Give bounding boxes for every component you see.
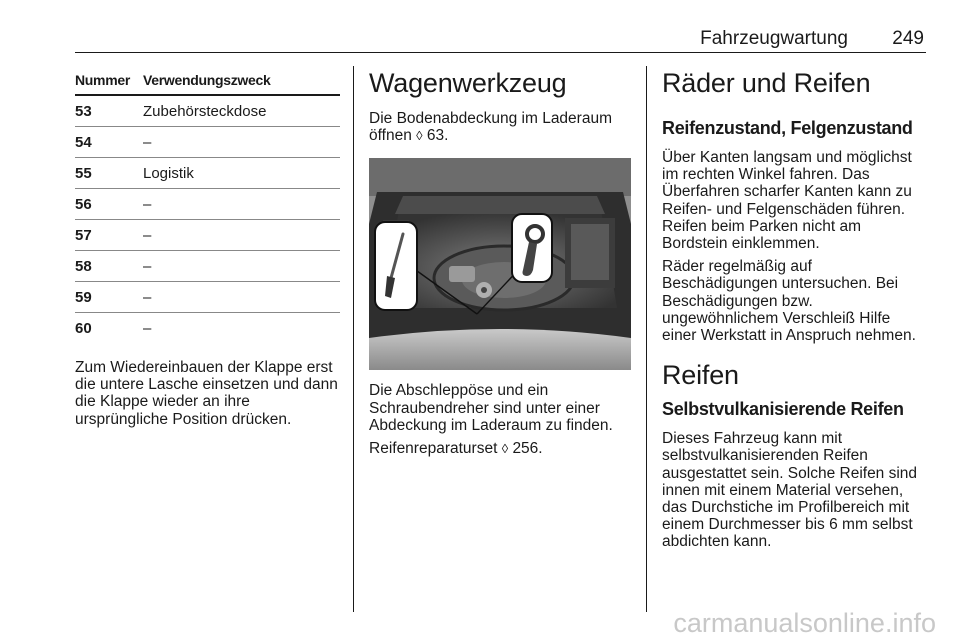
table-row	[75, 95, 340, 127]
fuse-number: 56	[75, 189, 143, 220]
column-divider	[646, 66, 647, 612]
repair-kit-paragraph	[369, 440, 631, 457]
table-row	[75, 251, 340, 282]
tools-location-text: Die Abschleppöse und ein Schraubendreher sind unter einer Abdeckung im Laderaum zu finden.	[369, 382, 613, 434]
fuse-usage: –	[143, 220, 340, 251]
heading-tyres: Reifen	[662, 360, 739, 391]
header-usage: Verwendungszweck	[143, 66, 340, 95]
intro-text: Die Bodenabdeckung im Laderaum öffnen	[369, 110, 612, 145]
column-wheels-tyres	[662, 66, 927, 551]
column-fuses	[75, 66, 340, 428]
fuse-number: 59	[75, 282, 143, 313]
table-row	[75, 127, 340, 158]
page-ref-icon: ◊	[501, 441, 509, 457]
header-number: Nummer	[75, 66, 143, 95]
fuse-usage: –	[143, 319, 152, 337]
fuse-usage: –	[143, 251, 340, 282]
table-row	[75, 282, 340, 313]
subheading-self-sealing: Selbstvulkanisierende Reifen	[662, 399, 904, 420]
page-header	[75, 26, 926, 53]
fuse-table	[75, 66, 340, 343]
table-row	[75, 158, 340, 189]
fuse-number: 55	[75, 158, 143, 189]
fuse-number: 58	[75, 251, 143, 282]
heading-wheels-tyres: Räder und Reifen	[662, 68, 871, 98]
fuse-number: 57	[75, 220, 143, 251]
fuse-usage: –	[143, 282, 340, 313]
fuse-usage: Logistik	[143, 158, 340, 189]
fuse-number: 54	[75, 127, 143, 158]
reinstall-instructions: Zum Wiedereinbauen der Klappe erst die untere Lasche einsetzen und dann die Klappe wieder an ihre ursprüngliche Position drücken.	[75, 359, 338, 428]
fuse-number: 53	[75, 95, 143, 127]
self-sealing-text: Dieses Fahrzeug kann mit selbstvulkanisierenden Reifen ausgestattet sein. Solche Reifen sind innen mit einem Material versehen, das Durchstiche im Profilbereich mit einem Durchmesser bis 6 mm selbst abdichten kann.	[662, 430, 918, 551]
subheading-tyre-condition: Reifenzustand, Felgenzustand	[662, 118, 913, 138]
page-ref-link[interactable]: 256.	[512, 440, 543, 458]
fuse-usage: –	[143, 127, 340, 158]
heading-vehicle-tools: Wagenwerkzeug	[369, 68, 567, 98]
tyre-condition-text: Über Kanten langsam und möglichst im rechten Winkel fahren. Das Überfahren scharfer Kanten kann zu Reifen- und Felgenschäden führen. Reifen beim Parken nicht am Bordstein einklemmen.	[662, 149, 912, 253]
cargo-area-photo	[369, 158, 631, 370]
section-title: Fahrzeugwartung	[700, 28, 848, 49]
watermark: carmanualsonline.info	[673, 608, 936, 638]
table-header-row	[75, 66, 340, 95]
damage-inspection-text: Räder regelmäßig auf Beschädigungen untersuchen. Bei Beschädigungen bzw. ungewöhnlichem Verschleiß Hilfe einer Werkstatt in Anspruch nehmen.	[662, 258, 916, 345]
page-ref-link[interactable]: 63.	[426, 127, 449, 145]
page-number: 249	[892, 28, 924, 49]
intro-paragraph	[369, 110, 631, 144]
fuse-usage: –	[143, 189, 340, 220]
column-vehicle-tools	[369, 66, 631, 457]
page-ref-icon: ◊	[416, 128, 423, 144]
fuse-number: 60	[75, 319, 92, 337]
table-row	[75, 189, 340, 220]
column-divider	[353, 66, 354, 612]
table-row	[75, 220, 340, 251]
fuse-usage: Zubehörsteckdose	[143, 95, 340, 127]
repair-kit-text: Reifenreparaturset	[369, 440, 498, 458]
table-row	[75, 313, 340, 344]
